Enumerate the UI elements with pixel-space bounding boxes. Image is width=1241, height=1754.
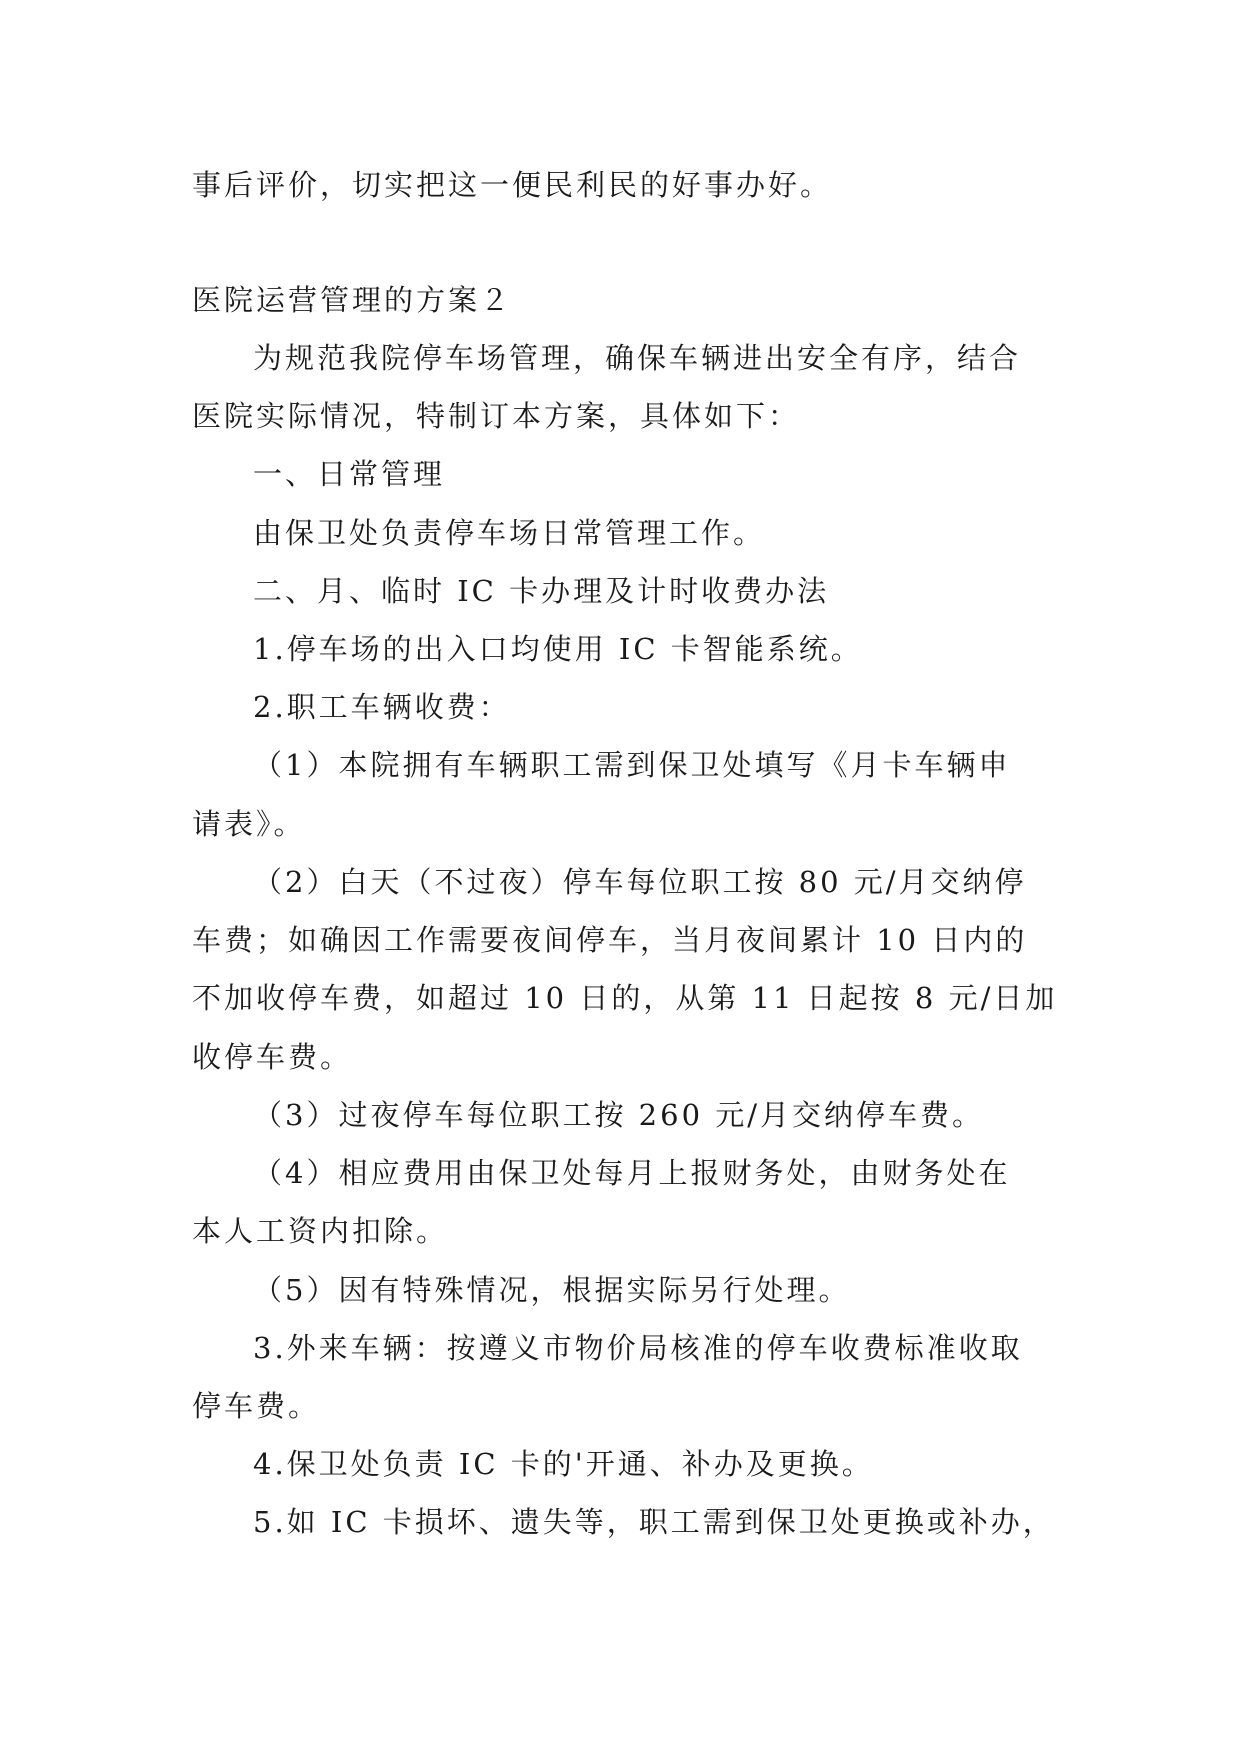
text-line: 2.职工车辆收费：	[253, 690, 511, 724]
subheading: 二、月、临时 IC 卡办理及计时收费办法	[253, 574, 830, 608]
text-line: 由保卫处负责停车场日常管理工作。	[253, 516, 766, 550]
text-line: 事后评价，切实把这一便民利民的好事办好。	[192, 168, 833, 202]
text-line: 5.如 IC 卡损坏、遗失等，职工需到保卫处更换或补办，	[253, 1505, 1055, 1539]
text-line: （3）过夜停车每位职工按 260 元/月交纳停车费。	[253, 1098, 985, 1132]
text-line: 本人工资内扣除。	[192, 1214, 449, 1248]
text-line: 车费；如确因工作需要夜间停车，当月夜间累计 10 日内的	[192, 923, 1028, 957]
text-line: （4）相应费用由保卫处每月上报财务处，由财务处在	[253, 1156, 1011, 1190]
text-line: 1.停车场的出入口均使用 IC 卡智能系统。	[253, 632, 863, 666]
text-line: （1）本院拥有车辆职工需到保卫处填写《月卡车辆申	[253, 748, 1011, 782]
text-line: 不加收停车费，如超过 10 日的，从第 11 日起按 8 元/日加	[192, 981, 1058, 1015]
text-line: 收停车费。	[192, 1040, 353, 1074]
section-heading: 医院运营管理的方案２	[192, 283, 513, 317]
text-line: 为规范我院停车场管理，确保车辆进出安全有序，结合	[253, 341, 1022, 375]
text-line: （2）白天（不过夜）停车每位职工按 80 元/月交纳停	[253, 865, 1027, 899]
text-line: （5）因有特殊情况，根据实际另行处理。	[253, 1273, 851, 1307]
text-line: 停车费。	[192, 1389, 321, 1423]
text-line: 4.保卫处负责 IC 卡的'开通、补办及更换。	[253, 1447, 874, 1481]
subheading: 一、日常管理	[253, 457, 446, 491]
text-line: 医院实际情况，特制订本方案，具体如下：	[192, 399, 801, 433]
text-line: 3.外来车辆：按遵义市物价局核准的停车收费标准收取	[253, 1331, 1023, 1365]
text-line: 请表》。	[192, 807, 306, 841]
